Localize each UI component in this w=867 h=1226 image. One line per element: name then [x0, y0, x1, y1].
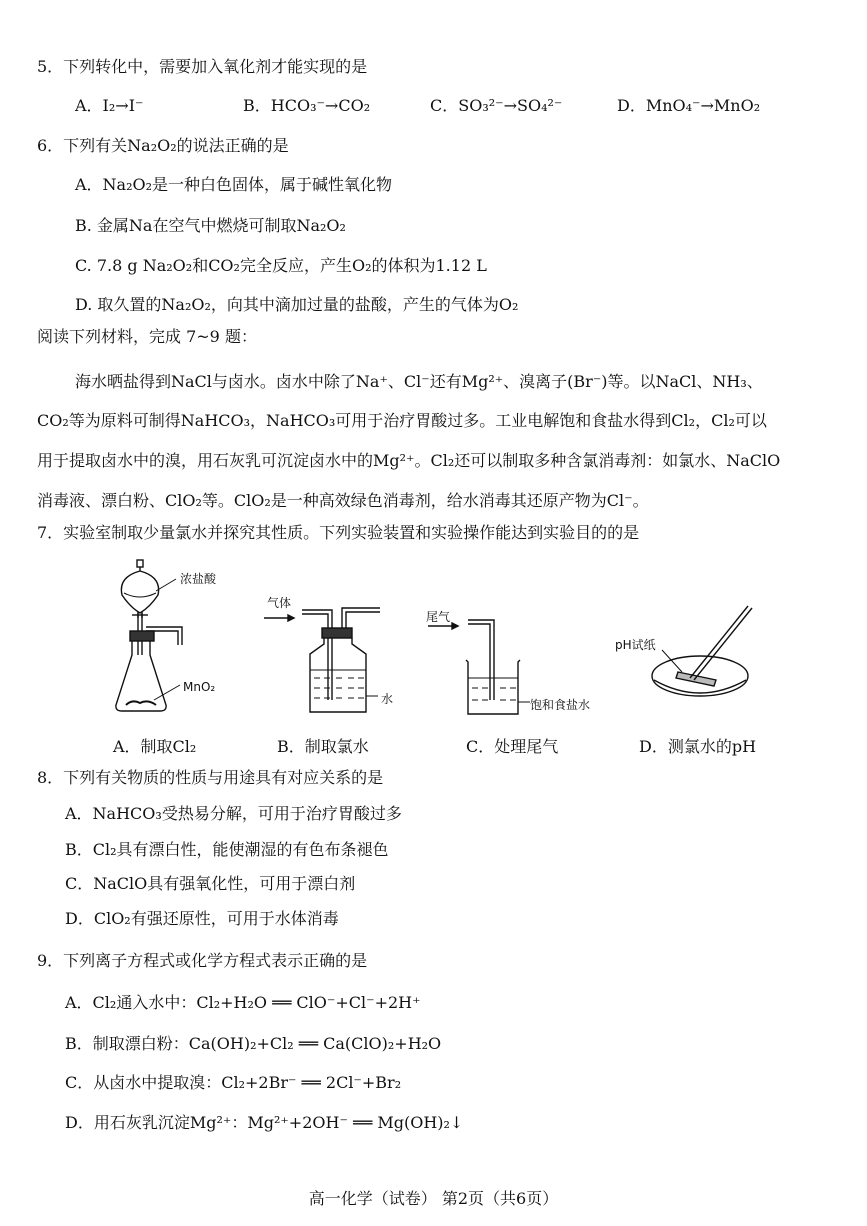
q8-stem: 8．下列有关物质的性质与用途具有对应关系的是	[37, 768, 384, 787]
q6-option-d: D. 取久置的Na₂O₂，向其中滴加过量的盐酸，产生的气体为O₂	[75, 295, 519, 314]
label-gas: 气体	[267, 596, 292, 610]
q8-option-c: C．NaClO具有强氧化性，可用于漂白剂	[65, 874, 356, 893]
q5-stem: 5．下列转化中，需要加入氧化剂才能实现的是	[37, 57, 368, 76]
q5-option-c: C．SO₃²⁻→SO₄²⁻	[430, 96, 563, 115]
reading-intro: 阅读下列材料，完成 7~9 题：	[37, 327, 257, 346]
page-footer: 高一化学（试卷） 第2页（共6页）	[308, 1189, 559, 1208]
q6-option-c: C. 7.8 g Na₂O₂和CO₂完全反应，产生O₂的体积为1.12 L	[75, 256, 487, 275]
reading-line-3: 用于提取卤水中的溴，用石灰乳可沉淀卤水中的Mg²⁺。Cl₂还可以制取多种含氯消毒剂：如氯水、NaClO	[37, 451, 781, 470]
q7-caption-a: A．制取Cl₂	[113, 737, 197, 756]
label-brine: 饱和食盐水	[530, 698, 591, 712]
q6-option-a: A．Na₂O₂是一种白色固体，属于碱性氧化物	[75, 175, 393, 194]
q9-stem: 9．下列离子方程式或化学方程式表示正确的是	[37, 951, 368, 970]
apparatus-a-diagram	[110, 555, 240, 725]
reading-line-4: 消毒液、漂白粉、ClO₂等。ClO₂是一种高效绿色消毒剂，给水消毒其还原产物为Cl⁻。	[37, 491, 649, 510]
q9-option-a: A．Cl₂通入水中：Cl₂+H₂O ══ ClO⁻+Cl⁻+2H⁺	[65, 993, 421, 1012]
label-water: 水	[381, 692, 394, 706]
q6-stem: 6．下列有关Na₂O₂的说法正确的是	[37, 136, 289, 155]
q6-option-b: B. 金属Na在空气中燃烧可制取Na₂O₂	[75, 216, 346, 235]
q7-caption-d: D．测氯水的pH	[639, 737, 757, 756]
label-mno2: MnO₂	[183, 680, 216, 694]
q9-option-d: D．用石灰乳沉淀Mg²⁺：Mg²⁺+2OH⁻ ══ Mg(OH)₂↓	[65, 1113, 464, 1132]
q9-option-b: B．制取漂白粉：Ca(OH)₂+Cl₂ ══ Ca(ClO)₂+H₂O	[65, 1034, 442, 1053]
q5-option-a: A．I₂→I⁻	[75, 96, 144, 115]
q7-caption-b: B．制取氯水	[277, 737, 369, 756]
q7-stem: 7．实验室制取少量氯水并探究其性质。下列实验装置和实验操作能达到实验目的的是	[37, 523, 640, 542]
label-ph-paper: pH试纸	[615, 638, 656, 652]
apparatus-d-diagram	[640, 596, 770, 706]
reading-line-1: 海水晒盐得到NaCl与卤水。卤水中除了Na⁺、Cl⁻还有Mg²⁺、溴离子(Br⁻)等。以NaCl、NH₃、	[75, 372, 763, 391]
q9-option-c: C．从卤水中提取溴：Cl₂+2Br⁻ ══ 2Cl⁻+Br₂	[65, 1073, 402, 1092]
q8-option-a: A．NaHCO₃受热易分解，可用于治疗胃酸过多	[65, 804, 402, 823]
q8-option-b: B．Cl₂具有漂白性，能使潮湿的有色布条褪色	[65, 840, 389, 859]
label-conc-hcl: 浓盐酸	[180, 572, 217, 586]
q8-option-d: D．ClO₂有强还原性，可用于水体消毒	[65, 909, 339, 928]
reading-line-2: CO₂等为原料可制得NaHCO₃，NaHCO₃可用于治疗胃酸过多。工业电解饱和食盐水得到Cl₂，Cl₂可以	[37, 411, 767, 430]
q7-caption-c: C．处理尾气	[466, 737, 559, 756]
q5-option-b: B．HCO₃⁻→CO₂	[243, 96, 371, 115]
label-tail-gas: 尾气	[426, 610, 451, 624]
q5-option-d: D．MnO₄⁻→MnO₂	[617, 96, 761, 115]
